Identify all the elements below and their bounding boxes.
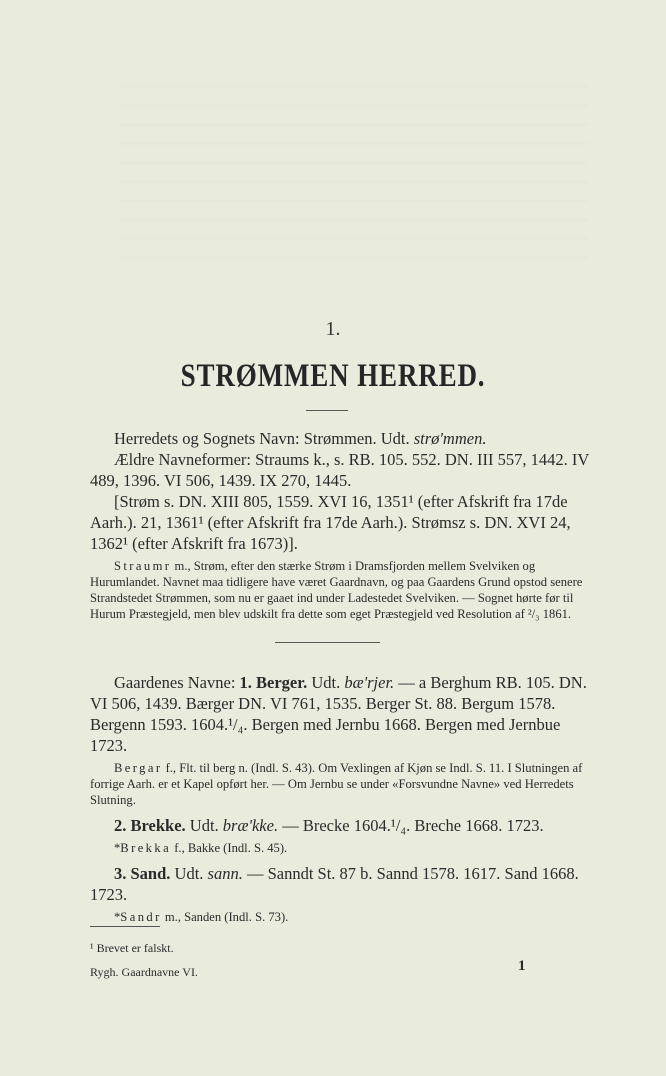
farm-berger-note: Bergar f., Flt. til berg n. (Indl. S. 43). Om Vexlingen af Kjøn se Indl. S. 11. I Slutningen af forrige Aarh. er et Kapel opført her. — Om Jernbu se under «Forsvundne Navne» ved Herredets Slutning. — [90, 761, 583, 807]
section-divider — [275, 642, 380, 643]
farm-sand-note: *Sandr m., Sanden (Indl. S. 73). — [114, 910, 289, 924]
farm-sand: 3. Sand. Udt. sann. — Sanndt St. 87 b. Sannd 1578. 1617. Sand 1668. 1723. — [90, 864, 579, 904]
footnote: ¹ Brevet er falskt. — [90, 941, 174, 955]
herred-note: Straumr m., Strøm, efter den stærke Strøm i Dramsfjorden mellem Svelviken og Hurumlandet. Navnet maa tidligere have været Gaardnavn, og paa Gaardens Grund opstod senere Strandstedet Strømmen, som nu er gaaet ind under Ladestedet Svelviken. — Sognet hørte før til Hurum Præstegjeld, men blev udskilt fra dette som eget Præstegjeld ved Resolution af ²/₃ 1861. — [90, 559, 583, 621]
older-forms-bracketed: [Strøm s. DN. XIII 805, 1559. XVI 16, 1351¹ (efter Afskrift fra 17de Aarh.). 21, 1361¹ (efter Afskrift fra 17de Aarh.). Strømsz s. DN. XVI 24, 1362¹ (efter Afskrift fra 1673)]. — [90, 492, 571, 553]
gaarde-section — [90, 672, 596, 925]
herred-section — [90, 428, 596, 622]
signature-mark: Rygh. Gaardnavne VI. — [90, 965, 198, 979]
title-divider — [306, 410, 348, 411]
page-title: STRØMMEN HERRED. — [180, 358, 486, 394]
bleed-through-text — [118, 70, 588, 270]
farm-brekke-note: *Brekka f., Bakke (Indl. S. 45). — [114, 841, 288, 855]
farm-berger: Gaardenes Navne: 1. Berger. Udt. bæ'rjer. — a Berghum RB. 105. DN. VI 506, 1439. Bærger DN. VI 761, 1535. Berger St. 88. Bergum 1578. Bergenn 1593. 1604.¹/₄. Bergen med Jernbu 1668. Bergen med Jernbue 1723. — [90, 673, 587, 755]
herred-name-line: Herredets og Sognets Navn: Strømmen. Udt. strø'mmen. — [114, 429, 487, 448]
page-number: 1 — [518, 958, 526, 974]
farm-brekke: 2. Brekke. Udt. bræ'kke. — Brecke 1604.¹/₄. Breche 1668. 1723. — [114, 816, 544, 835]
section-number: 1. — [325, 318, 341, 340]
older-forms: Ældre Navneformer: Straums k., s. RB. 105. 552. DN. III 557, 1442. IV 489, 1396. VI 506, 1439. IX 270, 1445. — [90, 450, 589, 490]
footnote-divider — [90, 926, 160, 927]
